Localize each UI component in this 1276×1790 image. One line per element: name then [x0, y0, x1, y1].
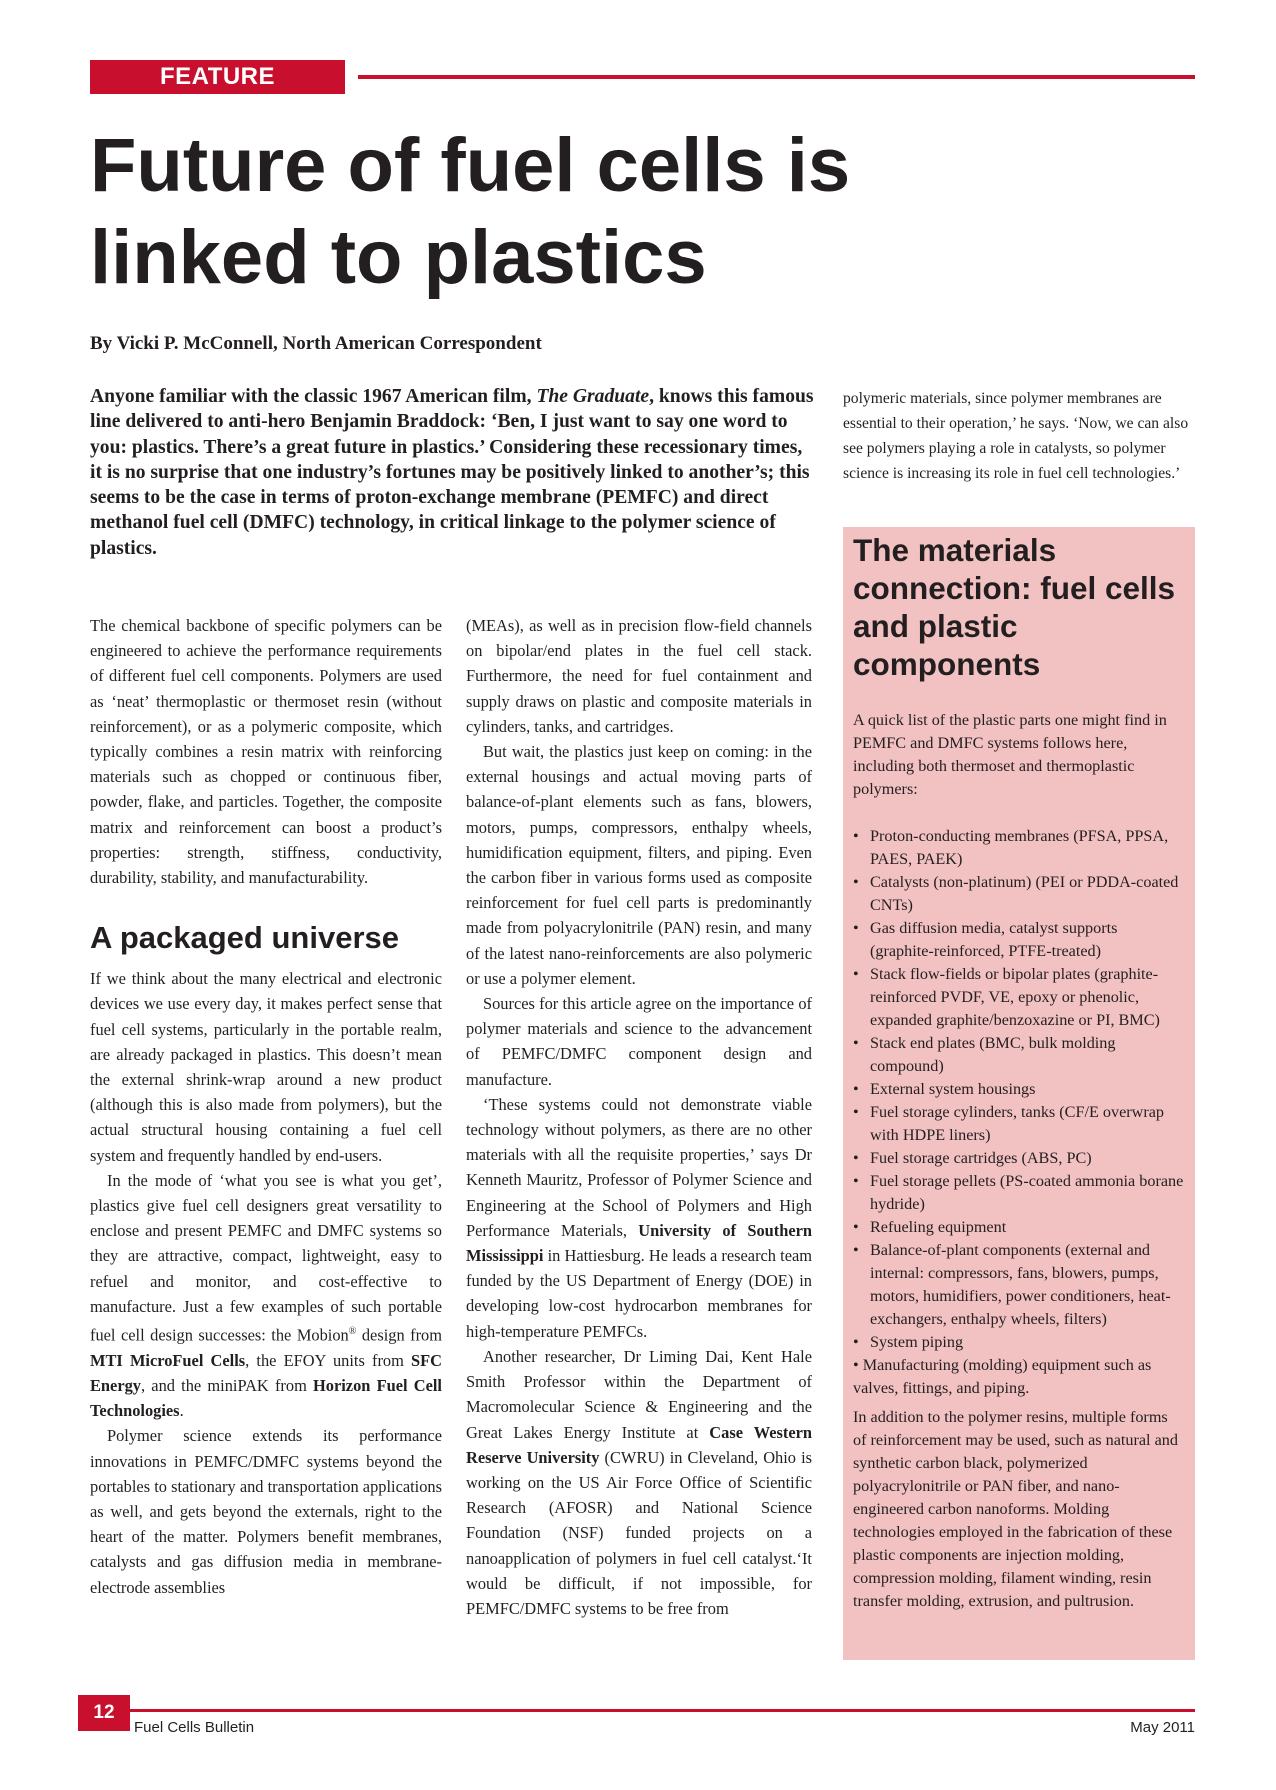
list-item: • Proton-conducting membranes (PFSA, PPSA, PAES, PAEK) — [853, 827, 1169, 868]
body-paragraph: If we think about the many electrical and electronic devices we use every day, it makes perfect sense that fuel cell systems, particularly in the portable realm, are already packaged in plastics. This doesn’t mean the external shrink-wrap around a new product (although this is also made from polymers), but the actual structural housing containing a fuel cell system and frequently handled by end-users. — [90, 969, 442, 1165]
institution-name: Case Western Reserve University — [466, 1422, 812, 1467]
sidebar-closing: In addition to the polymer resins, multiple forms of reinforcement may be used, such as natural and synthetic carbon black, polymerized polyacrylonitrile or PAN fiber, and nano-engineered carbon nanoforms. Molding technologies employed in the fabrication of these plastic components are injection molding, compression molding, filament winding, resin transfer molding, extrusion, and pultrusion. — [853, 1408, 1178, 1610]
column-1 — [90, 613, 442, 1600]
body-paragraph: ‘These systems could not demonstrate viable technology without polymers, as there are no other materials with all the requisite properties,’ says Dr Kenneth Mauritz, Professor of Polymer Science and Engineering at the School of Polymers and High Performance Materials, University of Southern Mississippi in Hattiesburg. He leads a research team funded by the US Department of Energy (DOE) in developing low-cost hydrocarbon membranes for high-temperature PEMFCs. — [466, 1094, 812, 1341]
footer-rule — [130, 1709, 1195, 1712]
list-item: • Fuel storage cartridges (ABS, PC) — [853, 1149, 1092, 1167]
section-label: FEATURE — [90, 60, 345, 94]
body-paragraph: Sources for this article agree on the importance of polymer materials and science to the advancement of PEMFC/DMFC component design and manufacture. — [466, 994, 812, 1089]
page-number: 12 — [78, 1695, 130, 1731]
column-2 — [466, 613, 812, 1621]
sidebar-title: The materials connection: fuel cells and plastic components — [853, 532, 1176, 682]
header-rule — [358, 75, 1195, 79]
publication-name: Fuel Cells Bulletin — [134, 1719, 255, 1736]
column-3 — [843, 386, 1195, 486]
headline: Future of fuel cells is linked to plastics — [90, 123, 851, 300]
list-item: • External system housings — [853, 1080, 1036, 1098]
body-paragraph: (MEAs), as well as in precision flow-field channels on bipolar/end plates in the fuel cell stack. Furthermore, the need for fuel containment and supply draws on plastic and composite materials in cylinders, tanks, and cartridges. — [466, 616, 812, 736]
body-paragraph: Polymer science extends its performance innovations in PEMFC/DMFC systems beyond the portables to stationary and transportation applications as well, and gets beyond the externals, right to the heart of the matter. Polymers benefit membranes, catalysts and gas diffusion media in membrane-electrode assemblies — [90, 1426, 442, 1597]
company-name: Horizon Fuel Cell Technologies — [90, 1375, 442, 1421]
list-item: • Manufacturing (molding) equipment such as valves, fittings, and piping. — [853, 1356, 1152, 1397]
subheading: A packaged universe — [90, 920, 399, 956]
list-item: • Fuel storage cylinders, tanks (CF/E overwrap with HDPE liners) — [853, 1103, 1165, 1144]
sidebar-list — [853, 825, 1185, 1400]
sidebar-box — [843, 527, 1195, 1660]
body-paragraph: In the mode of ‘what you see is what you get’, plastics give fuel cell designers great versatility to enclose and present PEMFC and DMFC systems so they are attractive, compact, lightweight, easy to refuel and monitor, and cost-effective to manufacture. Just a few examples of such portable fuel cell design successes: the Mobion® design from MTI MicroFuel Cells, the EFOY units from SFC Energy, and the miniPAK from Horizon Fuel Cell Technologies. — [90, 1170, 442, 1421]
list-item: • Catalysts (non-platinum) (PEI or PDDA-coated CNTs) — [853, 873, 1179, 914]
body-paragraph: The chemical backbone of specific polymers can be engineered to achieve the performance requirements of different fuel cell components. Polymers are used as ‘neat’ thermoplastic or thermoset resin (without reinforcement), or as a polymeric composite, which typically combines a resin matrix with reinforcing materials such as chopped or continuous fiber, powder, flake, and particles. Together, the composite matrix and reinforcement can boost a product’s properties: strength, stiffness, conductivity, durability, stability, and manufacturability. — [90, 616, 442, 888]
byline: By Vicki P. McConnell, North American Correspondent — [90, 333, 542, 354]
list-item: • System piping — [853, 1333, 964, 1351]
list-item: • Stack end plates (BMC, bulk molding compound) — [853, 1034, 1116, 1075]
film-title: The Graduate — [536, 386, 650, 407]
sidebar-intro: A quick list of the plastic parts one might find in PEMFC and DMFC systems follows here, including both thermoset and thermoplastic polymers: — [853, 711, 1167, 798]
body-paragraph: polymeric materials, since polymer membranes are essential to their operation,’ he says. ‘Now, we can also see polymers playing a role in catalysts, so polymer science is increasing its role in fuel cell technologies.’ — [843, 390, 1189, 482]
company-name: MTI MicroFuel Cells — [90, 1350, 246, 1370]
body-paragraph: Another researcher, Dr Liming Dai, Kent Hale Smith Professor within the Department of Macromolecular Science & Engineering and the Great Lakes Energy Institute at Case Western Reserve University (CWRU) in Cleveland, Ohio is working on the US Air Force Office of Scientific Research (AFOSR) and National Science Foundation (NSF) funded projects on a nanoapplication of polymers in fuel cell catalyst.‘It would be difficult, if not impossible, for PEMFC/DMFC systems to be free from — [466, 1346, 813, 1618]
intro-paragraph: Anyone familiar with the classic 1967 American film, The Graduate, knows this famous line delivered to anti-hero Benjamin Braddock: ‘Ben, I just want to say one word to you: plastics. There’s a great future in plastics.’ Considering these recessionary times, it is no surprise that one industry’s fortunes may be positively linked to another’s; this seems to be the case in terms of proton-exchange membrane (PEMFC) and direct methanol fuel cell (DMFC) technology, in critical linkage to the polymer science of plastics. — [90, 386, 814, 559]
list-item: • Gas diffusion media, catalyst supports (graphite-reinforced, PTFE-treated) — [853, 919, 1118, 960]
list-item: • Balance-of-plant components (external and internal: compressors, fans, blowers, pumps, motors, humidifiers, power conditioners, heat-exchangers, enthalpy wheels, filters) — [853, 1241, 1171, 1328]
institution-name: University of Southern Mississippi — [466, 1220, 812, 1266]
body-paragraph: But wait, the plastics just keep on coming: in the external housings and actual moving parts of balance-of-plant elements such as fans, blowers, motors, pumps, compressors, enthalpy wheels, humidification equipment, filters, and piping. Even the carbon fiber in various forms used as composite reinforcement for fuel cell parts is predominantly made from polyacrylonitrile (PAN) resin, and many of the latest nano-reinforcements are also polymeric or use a polymer element. — [466, 742, 812, 988]
list-item: • Stack flow-fields or bipolar plates (graphite-reinforced PVDF, VE, epoxy or phenolic, expanded graphite/benzoxazine or PI, BMC) — [853, 965, 1160, 1029]
company-name: SFC Energy — [90, 1350, 442, 1395]
list-item: • Fuel storage pellets (PS-coated ammonia borane hydride) — [853, 1172, 1184, 1213]
list-item: • Refueling equipment — [853, 1218, 1007, 1236]
issue-date: May 2011 — [1130, 1719, 1195, 1736]
